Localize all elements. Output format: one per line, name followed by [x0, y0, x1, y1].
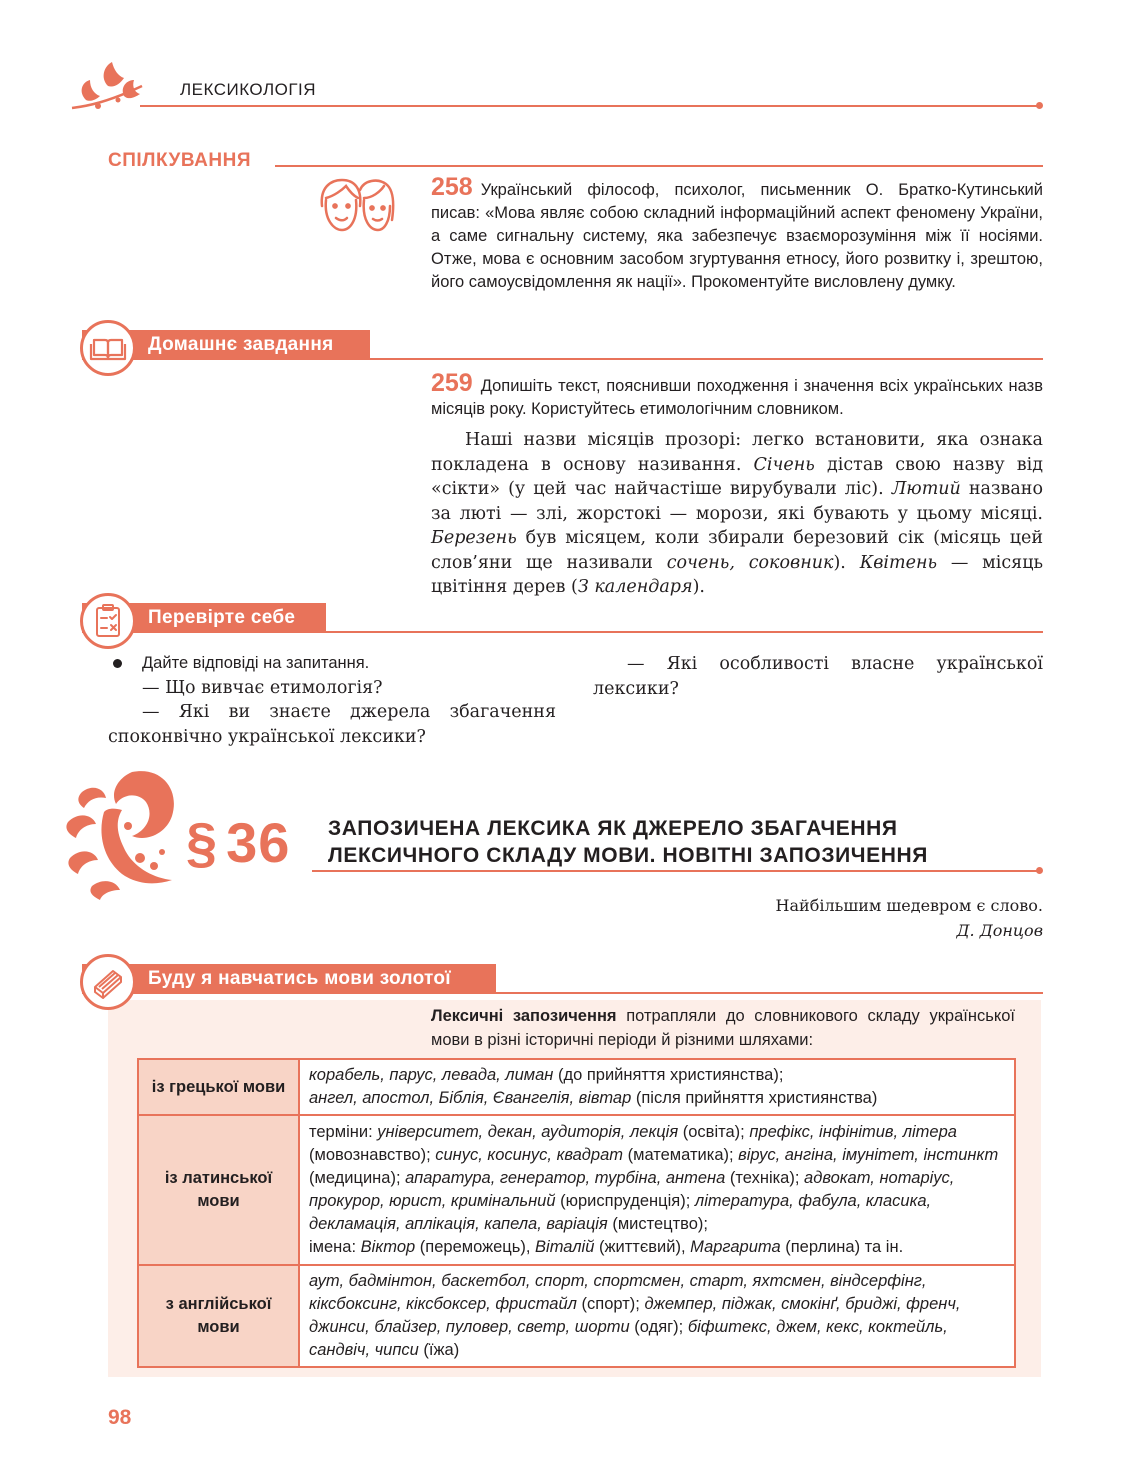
examples: префікс, інфінітив, літера	[749, 1123, 957, 1141]
note: (освіта);	[678, 1123, 750, 1141]
note: (математика);	[623, 1146, 739, 1164]
check-rule	[326, 631, 1043, 633]
exercise-number: 258	[431, 173, 473, 201]
exercise-text: Український філософ, психолог, письменник О. Братко-Кутинський писав: «Мова являє собою складний інформаційний аспект феномену України, а саме сигнальну систему, яка забезпечує взаєморозуміння між її носіями. Отже, мова є основним засобом згуртування етносу, його розвитку і, зрештою, його самоусвідомлення як нації». Прокоментуйте висловлену думку.	[431, 181, 1043, 291]
header-rule	[140, 105, 1038, 107]
examples: аут, бадмінтон, баскетбол, спорт, спортсмен, старт, яхтсмен, віндсерфінг, кіксбоксинг, кіксбоксер, фристайл	[309, 1272, 927, 1313]
section-title-communication: СПІЛКУВАННЯ	[108, 150, 251, 171]
check-intro: Дайте відповіді на запитання.	[142, 654, 370, 672]
page-number: 98	[108, 1406, 132, 1429]
examples: біфштекс, джем, кекс, коктейль, сандвіч, чипси	[309, 1318, 948, 1359]
month-name: Лютий	[891, 479, 961, 499]
paragraph-title-line-2: ЛЕКСИЧНОГО СКЛАДУ МОВИ. НОВІТНІ ЗАПОЗИЧЕННЯ	[328, 844, 928, 867]
note: (одяг);	[629, 1318, 688, 1336]
exercise-number: 259	[431, 369, 473, 397]
epigraph	[600, 893, 1043, 943]
month-name: Березень	[431, 528, 517, 548]
source-note: З календаря	[577, 577, 693, 597]
question-1: — Що вивчає етимологія?	[142, 678, 383, 698]
examples: адвокат, нотаріус, прокурор, юрист, кримінальний	[309, 1169, 955, 1210]
note: терміни:	[309, 1123, 378, 1141]
homework-icon-circle	[80, 320, 136, 376]
exercise-task-text: Допишіть текст, пояснивши походження і значення всіх українських назв місяців року. Користуйтесь етимологічним словником.	[431, 377, 1043, 418]
examples: Віталій	[535, 1238, 595, 1256]
text-segment: Наші назви місяців прозорі: легко встановити, яка ознака покладена в основу називання.	[431, 430, 1043, 475]
intro-text	[431, 1004, 1015, 1052]
books-icon	[83, 957, 133, 1007]
text-segment: був місяцем, коли збирали березовий сік (місяць цей слов’яни ще називали	[431, 528, 1043, 573]
note: (спорт);	[576, 1295, 645, 1313]
section-title-golden	[82, 964, 496, 994]
floral-ornament-icon	[62, 762, 182, 902]
borrowings-table	[137, 1058, 1016, 1368]
examples: вірус, ангіна, імунітет, інстинкт	[738, 1146, 999, 1164]
note: (до прийняття християнства);	[553, 1066, 784, 1084]
paragraph-rule-dot	[1036, 867, 1043, 874]
month-name: Квітень	[859, 552, 938, 573]
note: імена:	[309, 1238, 361, 1256]
note: (їжа)	[418, 1341, 460, 1359]
question-3	[593, 652, 1043, 701]
examples: література, фабула, класика, декламація, аплікація, капела, варіація	[309, 1192, 932, 1233]
note: (після прийняття християнства)	[631, 1089, 878, 1107]
text-segment: — місяць цвітіння дерев (	[431, 552, 1043, 597]
row-header-latin: із латинської мови	[138, 1115, 299, 1265]
table-row	[138, 1265, 1015, 1367]
check-label: Перевірте себе	[148, 607, 296, 628]
epigraph-author: Д. Донцов	[956, 921, 1043, 940]
exercise-258	[431, 173, 1043, 294]
header-rule-dot	[1036, 102, 1043, 109]
examples: апаратура, генератор, турбіна, антена	[405, 1169, 726, 1187]
text-segment: названо за люті — злі, жорстокі — морози, які бувають у цьому місяці.	[431, 479, 1043, 524]
homework-rule	[370, 358, 1043, 360]
row-body-english	[299, 1265, 1015, 1367]
note: (техніка);	[725, 1169, 805, 1187]
two-faces-icon	[316, 176, 396, 234]
flower-ornament-icon	[68, 56, 146, 114]
table-row	[138, 1059, 1015, 1115]
running-title: ЛЕКСИКОЛОГІЯ	[180, 80, 317, 99]
bullet	[113, 659, 122, 668]
text-segment: дістав свою назву від «сікти» (у цей час найчастіше вирубували ліс).	[431, 454, 1043, 499]
examples: Віктор	[360, 1238, 416, 1256]
note: (переможець),	[415, 1238, 536, 1256]
row-body-latin	[299, 1115, 1015, 1265]
text-segment: ).	[692, 577, 705, 597]
question-3-text: — Які особливості власне української лексики?	[593, 654, 1043, 699]
row-header-greek: із грецької мови	[138, 1059, 299, 1115]
intro-term: Лексичні запозичення	[431, 1007, 617, 1025]
paragraph-number-text: 36	[226, 811, 291, 874]
paragraph-rule	[312, 870, 1038, 872]
open-book-icon	[83, 323, 133, 373]
examples: університет, декан, аудиторія, лекція	[377, 1123, 679, 1141]
examples: ангел, апостол, Біблія, Євангелія, вівтар	[309, 1089, 632, 1107]
examples: Маргарита	[690, 1238, 781, 1256]
month-alias: сочень, соковник	[666, 552, 834, 573]
examples: корабель, парус, левада, лиман	[309, 1066, 554, 1084]
checklist-icon	[83, 596, 133, 646]
paragraph-symbol: §	[186, 811, 219, 874]
note: (перлина) та ін.	[780, 1238, 904, 1256]
exercise-259	[431, 369, 1043, 600]
note: (мистецтво);	[607, 1215, 709, 1233]
examples: джемпер, піджак, смокінґ, бриджі, френч, джинси, блайзер, пуловер, светр, шорти	[309, 1295, 961, 1336]
epigraph-quote: Найбільшим шедевром є слово.	[775, 896, 1043, 915]
paragraph-number	[186, 810, 290, 876]
table-row	[138, 1115, 1015, 1265]
homework-label: Домашнє завдання	[148, 334, 334, 355]
intro-rest: потрапляли до словникового складу української мови в різні історичні періоди й різними шляхами:	[431, 1007, 1015, 1049]
exercise-259-task	[431, 369, 1043, 421]
communication-rule	[275, 165, 1043, 167]
month-name: Січень	[753, 454, 815, 475]
paragraph-title-line-1: ЗАПОЗИЧЕНА ЛЕКСИКА ЯК ДЖЕРЕЛО ЗБАГАЧЕННЯ	[328, 817, 898, 840]
note: (медицина);	[309, 1169, 406, 1187]
paragraph-title	[328, 815, 928, 869]
note: (юриспруденція);	[555, 1192, 695, 1210]
note: (мовознавство);	[309, 1146, 436, 1164]
golden-rule	[496, 992, 1043, 994]
text-segment: ).	[833, 552, 860, 573]
question-2	[108, 700, 556, 749]
examples: синус, косинус, квадрат	[435, 1146, 624, 1164]
check-icon-circle	[80, 593, 136, 649]
note: (життєвий),	[594, 1238, 691, 1256]
golden-icon-circle	[80, 954, 136, 1010]
row-header-english: з англійської мови	[138, 1265, 299, 1367]
question-2-text: — Які ви знаєте джерела збагачення споконвічно української лексики?	[108, 702, 556, 747]
golden-label: Буду я навчатись мови золотої	[148, 968, 451, 989]
row-body-greek	[299, 1059, 1015, 1115]
exercise-259-text	[431, 428, 1043, 600]
